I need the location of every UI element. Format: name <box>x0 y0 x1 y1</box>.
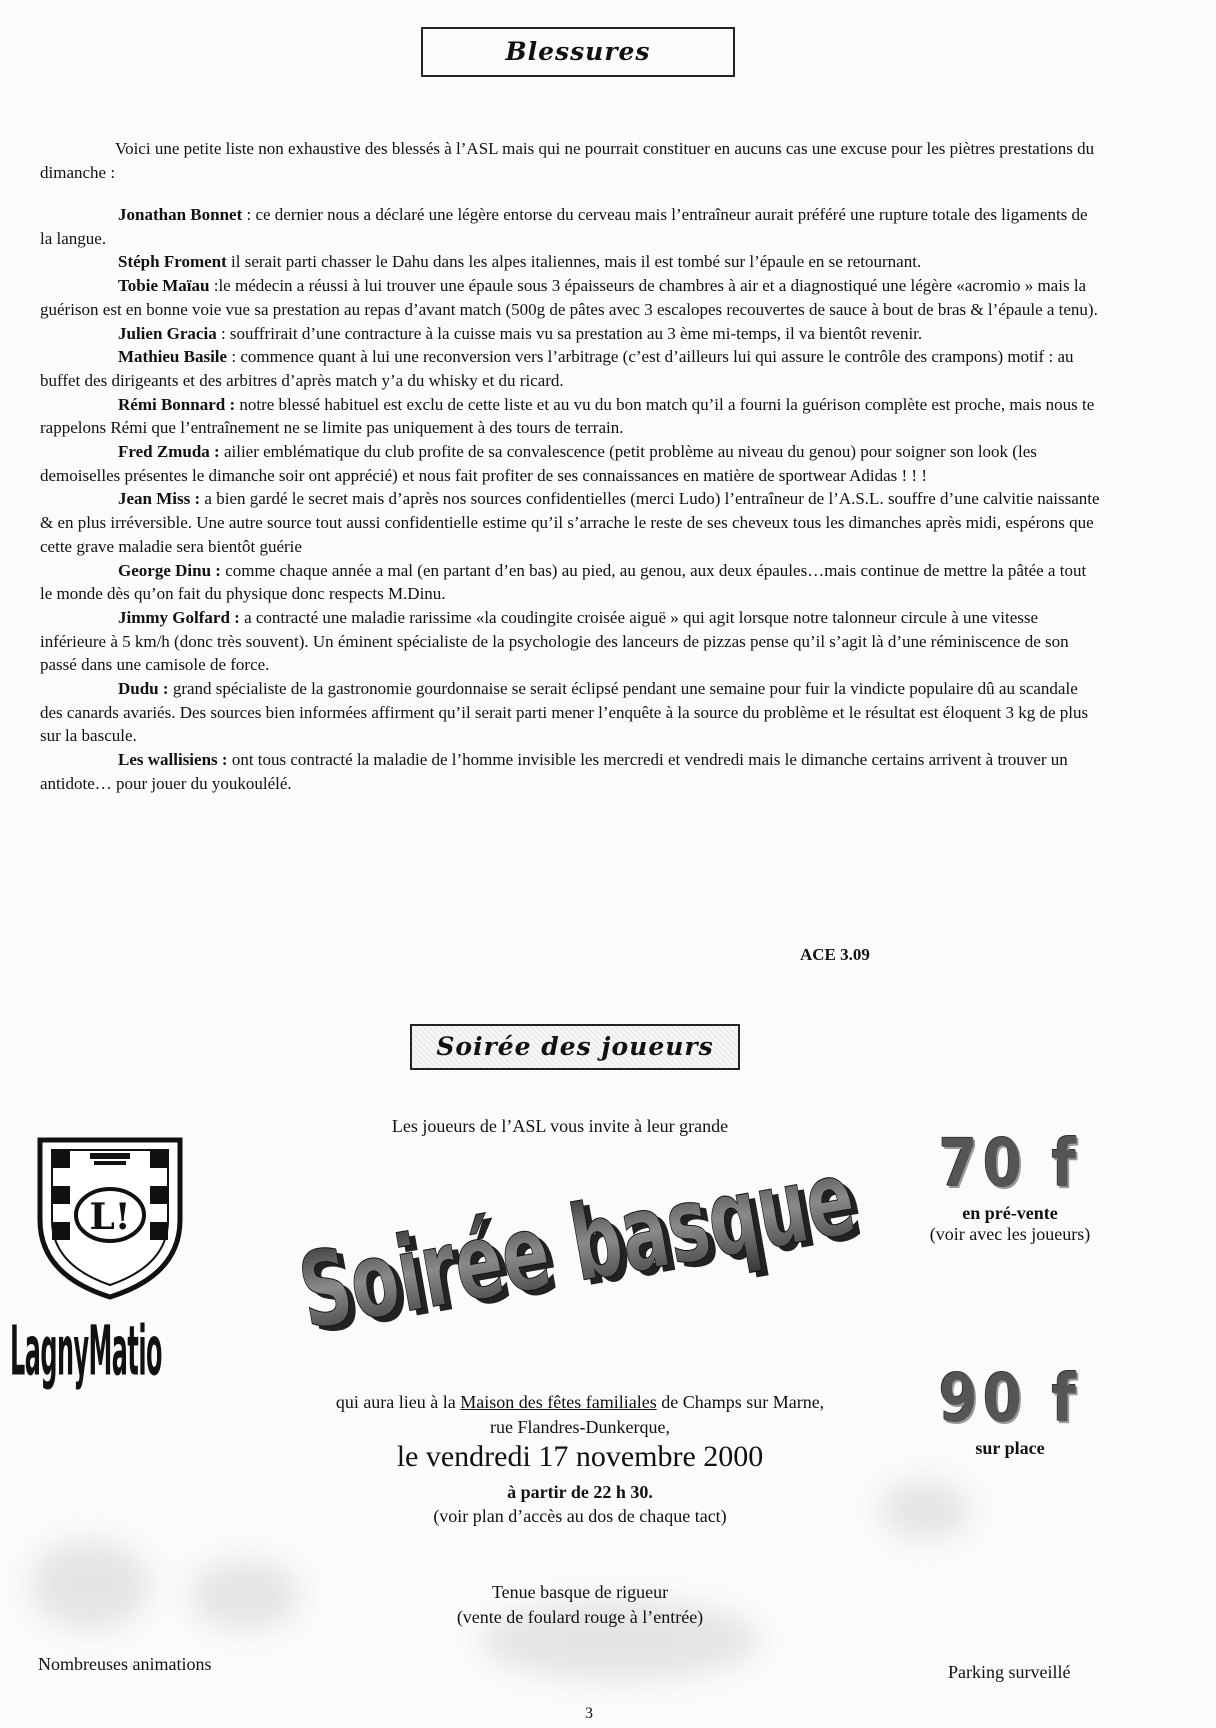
invite-text: Les joueurs de l’ASL vous invite à leur grande <box>391 1116 729 1136</box>
injury-text: comme chaque année a mal (en partant d’en bas) au pied, au genou, aux deux épaules…mais continue de mettre la pâtée a tout le monde dès qu’on fait du physique donc respects M.Dinu. <box>40 560 1087 604</box>
injury-text: :le médecin a réussi à lui trouver une épaule sous 3 épaisseurs de chambres à air et a diagnostiqué une légère «acromio » mais la guérison est en bonne voie vue sa prestation au repas d’avant match (500g de pâtes avec 3 escalopes recouvertes de sauce à bout de bras & l’épaule a tenu). <box>40 276 1098 319</box>
injury-entry <box>40 559 1102 606</box>
player-name: Jimmy Golfard : <box>118 607 240 627</box>
club-logo <box>30 1125 190 1445</box>
banner-shadow: Soirée basque <box>297 1150 905 1350</box>
presale-label: en pré-vente <box>962 1203 1058 1223</box>
injury-entry <box>40 440 1102 487</box>
injury-text: : commence quant à lui une reconversion vers l’arbitrage (c’est d’ailleurs lui qui assure le contrôle des crampons) motif : au buffet des dirigeants et des arbitres d’après match y’a du whisky et du ricard. <box>40 347 1074 390</box>
print-smudge <box>190 1560 300 1630</box>
injury-entry <box>40 322 1102 346</box>
player-name: Dudu : <box>118 679 169 699</box>
injury-entry <box>40 393 1102 440</box>
footer-parking: Parking surveillé <box>948 1662 1071 1682</box>
blessures-title: Blessures <box>421 27 735 77</box>
location-post: de Champs sur Marne, <box>656 1392 825 1412</box>
soiree-title: Soirée des joueurs <box>410 1024 740 1070</box>
print-smudge <box>30 1540 150 1630</box>
player-name: Julien Gracia <box>118 323 217 343</box>
dress-code-note: (vente de foulard rouge à l’entrée) <box>456 1607 704 1627</box>
intro-paragraph: Voici une petite liste non exhaustive des blessés à l’ASL mais qui ne pourrait constituer en aucuns cas une excuse pour les piètres prestations du dimanche : <box>40 139 1095 182</box>
location-pre: qui aura lieu à la <box>335 1392 461 1412</box>
street: rue Flandres-Dunkerque, <box>490 1417 670 1437</box>
player-name: Jonathan Bonnet <box>118 205 243 224</box>
injury-entry <box>40 345 1102 392</box>
event-date: le vendredi 17 novembre 2000 <box>396 1440 764 1473</box>
logo-wordmark: LagnyMatio <box>10 1310 162 1391</box>
presale-note: (voir avec les joueurs) <box>929 1224 1091 1244</box>
injury-text: il serait parti chasser le Dahu dans les alpes italiennes, mais il est tombé sur l’épaule en se retournant. <box>226 252 922 272</box>
injury-text: a bien gardé le secret mais d’après nos sources confidentielles (merci Ludo) l’entraîneur de l’A.S.L. souffre d’une calvitie naissante & en plus irréversible. Une autre source tout aussi confidentielle estime qu’il s’arrache le reste de ses cheveux tous les dimanches après midi, espérons que cette grave maladie sera bientôt guérie <box>40 489 1100 556</box>
injury-text: ont tous contracté la maladie de l’homme invisible les mercredi et vendredi mais le dimanche certains arrivent à trouver un antidote… pour jouer du youkoulélé. <box>40 750 1068 793</box>
footer-animations: Nombreuses animations <box>38 1654 212 1674</box>
signature: ACE 3.09 <box>800 945 870 964</box>
injury-text: notre blessé habituel est exclu de cette liste et au vu du bon match qu’il a fourni la guérison complète est proche, mais nous te rappelons Rémi que l’entraînement ne se limite pas uniquement à des tours de terrain. <box>40 394 1095 438</box>
door-label: sur place <box>975 1438 1045 1458</box>
injury-entry <box>40 487 1102 558</box>
player-name: Stéph Froment <box>118 252 227 272</box>
injury-list <box>40 203 1102 796</box>
banner-graphic <box>255 1150 905 1350</box>
door-price-block <box>900 1360 1120 1459</box>
venue-name: Maison des fêtes familiales <box>460 1392 657 1412</box>
injury-text: a contracté une maladie rarissime «la coudingite croisée aiguë » qui agit lorsque notre talonneur circule à une vitesse inférieure à 5 km/h (donc très souvent). Un éminent spécialiste de la psychologie des lanceurs de pizzas pense qu’il s’agit là d’une réminiscence de son passé dans une camisole de force. <box>40 607 1069 675</box>
page-number: 3 <box>585 1705 593 1722</box>
banner-text: Soirée basque <box>290 1150 905 1350</box>
injury-entry <box>40 748 1102 795</box>
player-name: Rémi Bonnard : <box>118 394 236 414</box>
dress-code <box>340 1580 820 1630</box>
event-time: à partir de 22 h 30. <box>507 1482 653 1502</box>
presale-price: 70 f <box>938 1125 1082 1202</box>
injury-text: ailier emblématique du club profite de sa convalescence (petit problème au niveau du genou) pour soigner son look (les demoiselles présentes le dimanche soir ont apprécié) et nous fait profiter de ses connaissances en matière de sportwear Adidas ! ! ! <box>40 442 1037 485</box>
player-name: Les wallisiens : <box>118 750 228 770</box>
location <box>250 1390 910 1440</box>
soiree-basque-banner <box>255 1150 905 1350</box>
injury-text: grand spécialiste de la gastronomie gourdonnaise se serait éclipsé pendant une semaine pour fuir la vindicte populaire dû au scandale des canards avariés. Des sources bien informées affirment qu’il serait parti mener l’enquête à la source du problème et le résultat est éloquent 3 kg de plus sur la bascule. <box>40 679 1089 746</box>
injury-entry <box>40 677 1102 748</box>
player-name: Tobie Maïau <box>118 276 210 296</box>
injury-text: : ce dernier nous a déclaré une légère entorse du cerveau mais l’entraîneur aurait préféré une rupture totale des ligaments de la langue. <box>40 205 1088 248</box>
dress-code-text: Tenue basque de rigueur <box>491 1582 669 1602</box>
logo-monogram: L! <box>89 1196 131 1238</box>
player-name: Mathieu Basile <box>118 347 228 367</box>
presale-price-block <box>900 1125 1120 1245</box>
player-name: Jean Miss : <box>118 489 201 509</box>
club-shield-icon <box>30 1125 190 1305</box>
player-name: George Dinu : <box>118 560 221 580</box>
injury-entry <box>40 203 1102 250</box>
plan-note: (voir plan d’accès au dos de chaque tact) <box>433 1506 727 1526</box>
injury-text: : souffrirait d’une contracture à la cuisse mais vu sa prestation au 3 ème mi-temps, il va bientôt revenir. <box>216 323 923 343</box>
player-name: Fred Zmuda : <box>118 442 220 462</box>
door-price: 90 f <box>938 1360 1082 1437</box>
injury-entry <box>40 606 1102 677</box>
injury-entry <box>40 274 1102 321</box>
injury-entry <box>40 250 1102 274</box>
